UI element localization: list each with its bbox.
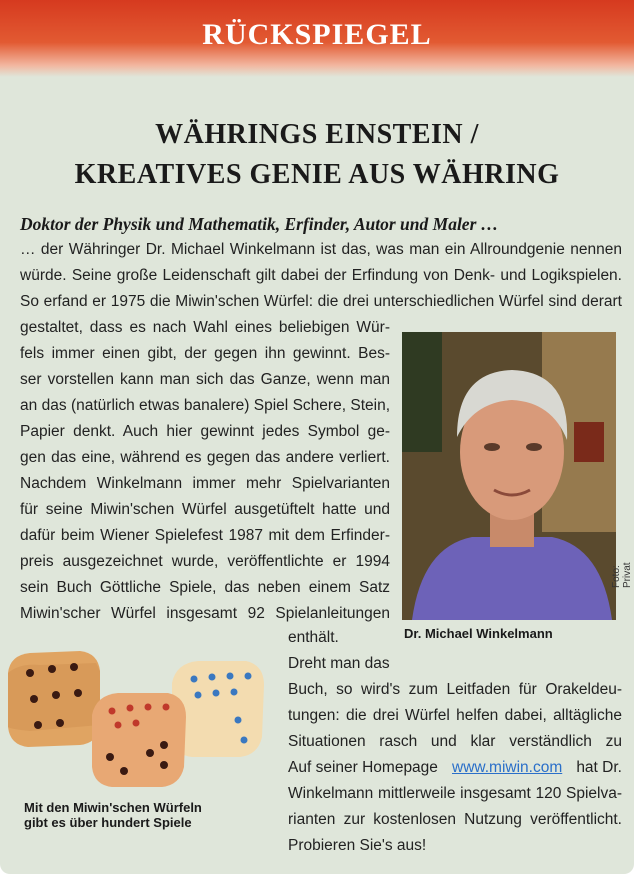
photo-caption: Dr. Michael Winkelmann	[404, 626, 553, 641]
homepage-prefix: Auf seiner Homepage	[288, 759, 438, 776]
body-line: rianten zur kostenlosen Nutzung veröffentlicht.	[288, 811, 622, 828]
body-line: Probieren Sie's aus!	[288, 837, 427, 854]
body-line: Nachdem Winkelmann immer mehr Spielvarianten	[20, 475, 390, 492]
dice-caption-line-2: gibt es über hundert Spiele	[24, 815, 192, 830]
die-right	[172, 661, 264, 757]
article-headline	[20, 115, 614, 195]
homepage-line	[288, 758, 622, 778]
section-banner	[0, 0, 634, 77]
portrait-illustration	[402, 332, 616, 620]
body-line: gestaltet, dass es nach Wahl eines beliebigen Wür-	[20, 319, 390, 336]
die-middle	[92, 693, 186, 787]
body-line: preis ausgezeichnet wurde, veröffentlichte er 1994	[20, 553, 390, 570]
body-line: Winkelmann mittlerweile insgesamt 120 Spielva-	[288, 785, 622, 802]
body-line: dafür beim Wiener Spielefest 1987 mit dem Erfinder-	[20, 527, 390, 544]
body-line: Dreht man das	[288, 655, 390, 672]
body-line: ser vorstellen kann man sich das Ganze, wenn man	[20, 371, 390, 388]
body-line: gen das eine, während es gegen das andere verliert.	[20, 449, 390, 466]
body-line: fels immer einen gibt, der gegen ihn gewinnt. Bes-	[20, 345, 390, 362]
body-line: Papier denkt. Auch hier gewinnt jedes Symbol ge-	[20, 423, 390, 440]
body-line: Situationen rasch und klar verständlich zu	[288, 733, 622, 750]
body-line: So erfand er 1975 die Miwin'schen Würfel: die drei unterschiedlichen Würfel sind derart	[20, 293, 622, 310]
body-line: würde. Seine große Leidenschaft gilt dabei der Erfindung von Denk- und Logikspielen.	[20, 267, 622, 284]
body-line: enthält.	[288, 629, 339, 646]
section-title: RÜCKSPIEGEL	[202, 18, 432, 51]
body-line: an das (natürlich etwas banalere) Spiel Schere, Stein,	[20, 397, 390, 414]
portrait-photo	[402, 332, 616, 620]
body-line: Miwin'scher Würfel insgesamt 92 Spielanleitungen	[20, 605, 390, 622]
homepage-link[interactable]: www.miwin.com	[452, 759, 563, 776]
dice-illustration	[0, 645, 270, 790]
body-line: für seine Miwin'schen Würfel ausgetüftelt hatte und	[20, 501, 390, 518]
article-lead: Doktor der Physik und Mathematik, Erfinder, Autor und Maler …	[20, 214, 499, 234]
body-line: tungen: die drei Würfel helfen dabei, alltägliche	[288, 707, 622, 724]
headline-line-1: WÄHRINGS EINSTEIN /	[155, 119, 479, 150]
photo-credit: Foto: Privat	[611, 562, 633, 588]
body-line: … der Währinger Dr. Michael Winkelmann ist das, was man ein Allroundgenie nennen	[20, 241, 622, 258]
die-left	[8, 651, 100, 747]
headline-line-2: KREATIVES GENIE AUS WÄHRING	[74, 159, 560, 190]
homepage-suffix: hat Dr.	[576, 759, 622, 776]
dice-photo	[0, 645, 270, 790]
body-line: sein Buch Göttliche Spiele, das neben einem Satz	[20, 579, 390, 596]
dice-caption	[24, 800, 254, 830]
dice-caption-line-1: Mit den Miwin'schen Würfeln	[24, 800, 202, 815]
body-line: Buch, so wird's zum Leitfaden für Orakeldeu-	[288, 681, 622, 698]
